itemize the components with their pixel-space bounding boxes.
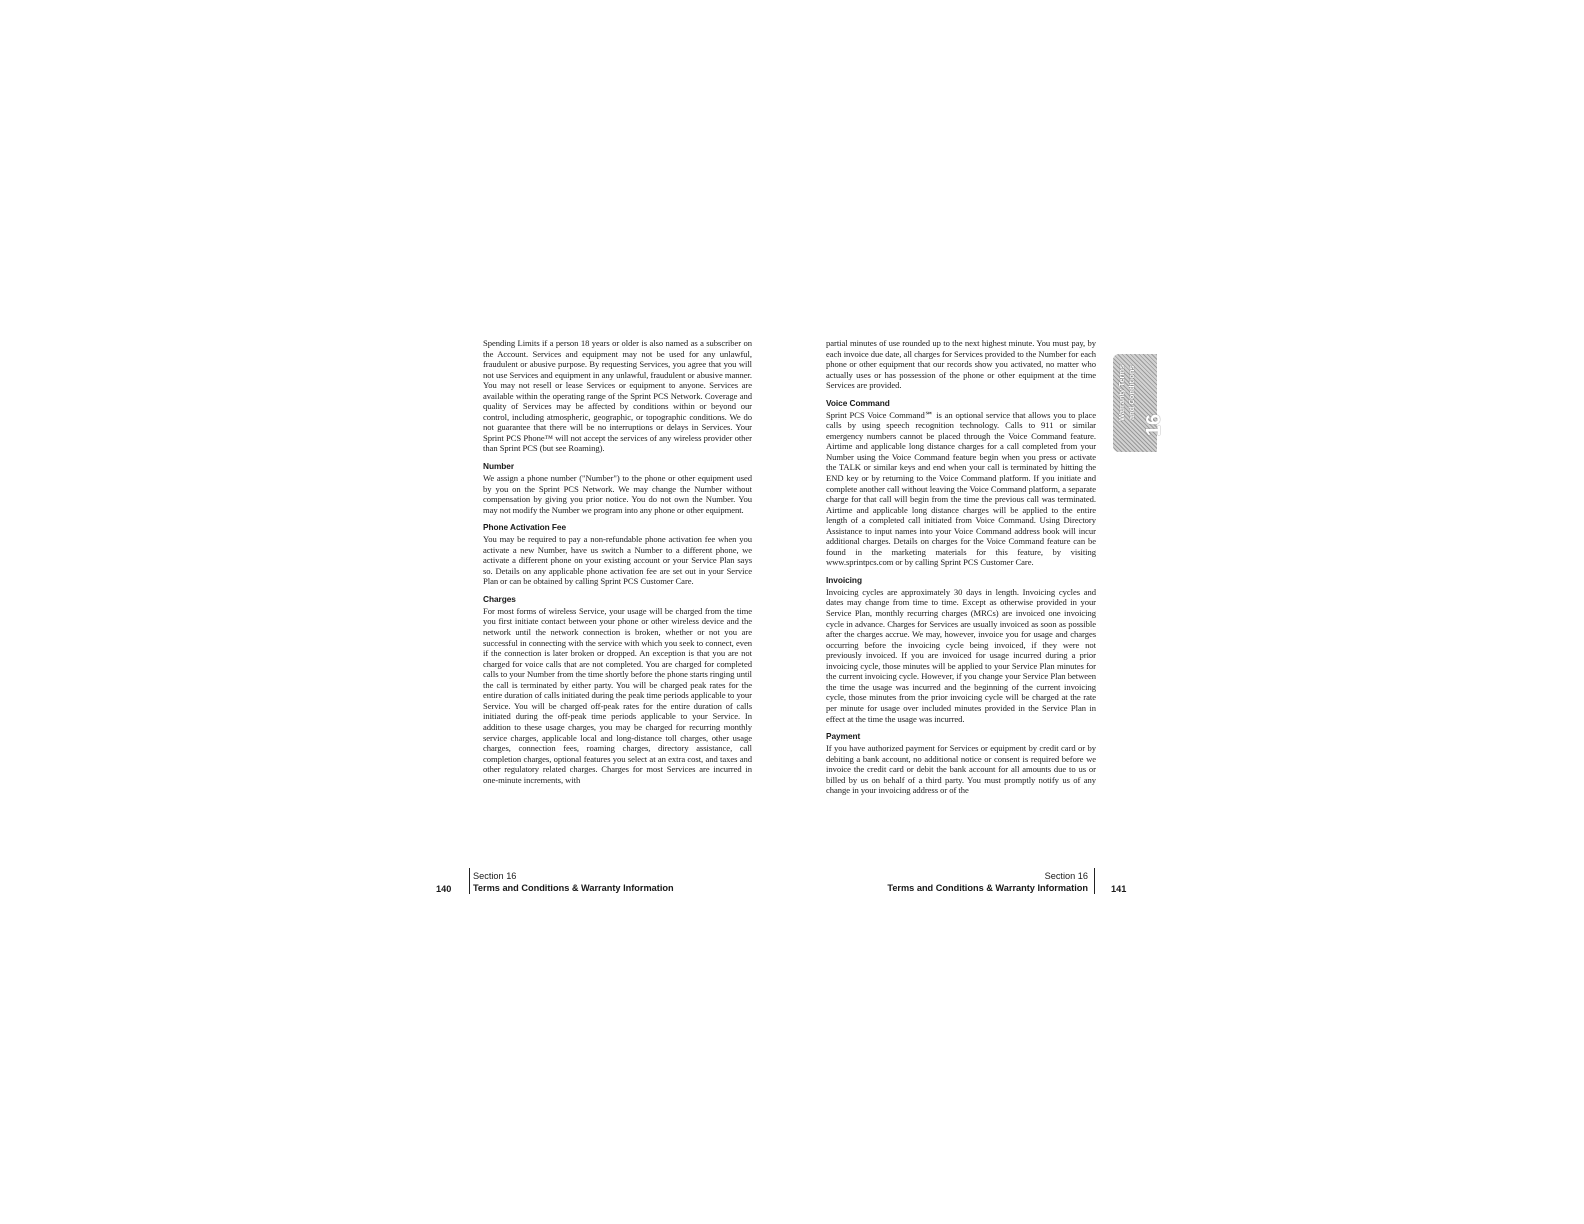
heading-charges: Charges [483,593,516,604]
heading-invoicing: Invoicing [826,574,862,585]
right-footer-title: Terms and Conditions & Warranty Information [887,883,1088,893]
paragraph-payment: If you have authorized payment for Services or equipment by credit card or by debiting a bank account, no additional notice or consent is required before we invoice the credit card or debit the bank account for all amounts due to us or billed by us on behalf of a third party. You must promptly notify us of any change in your invoicing address or of the [826,743,1096,796]
heading-number: Number [483,461,515,472]
right-page-footer [860,870,1088,894]
left-footer-section: Section 16 [473,871,517,881]
right-page-body [826,338,1096,803]
paragraph-number: We assign a phone number ("Number") to the phone or other equipment used by you on the Sprint PCS Network. We may change the Number without compensation by giving you prior notice. You do not own the Number. You may not modify the Number we program into any phone or other equipment. [483,473,752,515]
section-tab-title: Warranty Terms and Conditions [1117,364,1136,422]
paragraph-voice-command: Sprint PCS Voice Command℠ is an optional service that allows you to place calls by using speech recognition technology. Calls to 911 or similar emergency numbers cannot be placed through the Voice Command feature. Airtime and applicable long distance charges for a call completed from your Number using the Voice Command feature begin when you press or activate the TALK or similar keys and end when your call is terminated by hitting the END key or by returning to the Voice Command platform. If you initiate and complete another call without leaving the Voice Command platform, a separate charge for that call will begin from the time the previous call was terminated. Airtime and applicable long distance charges will be applied to the entire length of a completed call initiated from Voice Command. Using Directory Assistance to input names into your Voice Command address book will incur additional charges. Details on charges for the Voice Command feature can be found in the marketing materials for this feature, by visiting www.sprintpcs.com or by calling Sprint PCS Customer Care. [826,409,1096,568]
right-footer-section: Section 16 [1044,871,1088,881]
section-tab-number: 16 [1143,414,1165,437]
left-page-number: 140 [436,884,452,894]
heading-payment: Payment [826,731,861,742]
section-tab [1113,354,1165,452]
paragraph-invoicing: Invoicing cycles are approximately 30 days in length. Invoicing cycles and dates may change from time to time. Except as otherwise provided in your Service Plan, monthly recurring charges (MRCs) are invoiced one invoicing cycle in advance. Charges for Services are usually invoiced as soon as possible after the charges accrue. We may, however, invoice you for usage and charges occurring before the invoicing cycle being invoiced, if they were not previously invoiced. If you are invoiced for usage incurred during a prior invoicing cycle, those minutes will be applied to your Service Plan minutes for the current invoicing cycle. However, if you change your Service Plan between the time the usage was incurred and the beginning of the current invoicing cycle, those minutes from the prior invoicing cycle will be charged at the rate per minute for usage over included minutes provided in the Service Plan in effect at the time the usage was incurred. [826,586,1096,724]
heading-phone-activation-fee: Phone Activation Fee [483,522,567,533]
paragraph-spending-limits: Spending Limits if a person 18 years or older is also named as a subscriber on the Account. Services and equipment may not be used for any unlawful, fraudulent or abusive purpose. By requesting Services, you agree that you will not use Services and equipment in any unlawful, fraudulent or abusive manner. You may not resell or lease Services or equipment to anyone. Services are available within the operating range of the Sprint PCS Network. Coverage and quality of Services may be affected by conditions within or beyond our control, including atmospheric, geographic, or topographic conditions. We do not guarantee that there will be no interruptions or delays in Services. Your Sprint PCS Phone™ will not accept the services of any wireless provider other than Sprint PCS (but see Roaming). [483,338,752,454]
left-footer-title: Terms and Conditions & Warranty Information [473,883,674,893]
left-footer-divider [469,868,470,894]
right-footer-divider [1094,868,1095,894]
left-page-body [483,338,752,792]
paragraph-partial-minutes: partial minutes of use rounded up to the next highest minute. You must pay, by each invoice due date, all charges for Services provided to the Number for each phone or other equipment that our records show you activated, no matter who actually uses or has possession of the phone or other equipment at the time Services are provided. [826,338,1096,391]
right-page-number: 141 [1111,884,1127,894]
paragraph-charges: For most forms of wireless Service, your usage will be charged from the time you first initiate contact between your phone or other wireless device and the network until the network connection is broken, whether or not you are successful in connecting with the service with which you seek to connect, even if the connection is later broken or dropped. An exception is that you are not charged for voice calls that are not completed. You are charged for completed calls to your Number from the time shortly before the phone starts ringing until the call is terminated by either party. You will be charged peak rates for the entire duration of calls initiated during the peak time periods applicable to your Service. You will be charged off-peak rates for the entire duration of calls initiated during the off-peak time periods applicable to your Service. In addition to these usage charges, you may be charged for recurring monthly service charges, applicable local and long-distance toll charges, other usage charges, connection fees, roaming charges, directory assistance, call completion charges, optional features you select at an extra cost, and taxes and other regulatory related charges. Charges for most Services are incurred in one-minute increments, with [483,605,752,785]
left-page-footer [473,870,674,894]
paragraph-phone-activation-fee: You may be required to pay a non-refundable phone activation fee when you activate a new Number, have us switch a Number to a different phone, we activate a different phone on your existing account or your Service Plan says so. Details on any applicable phone activation fee are set out in your Service Plan or can be obtained by calling Sprint PCS Customer Care. [483,534,752,587]
heading-voice-command: Voice Command [826,397,890,408]
